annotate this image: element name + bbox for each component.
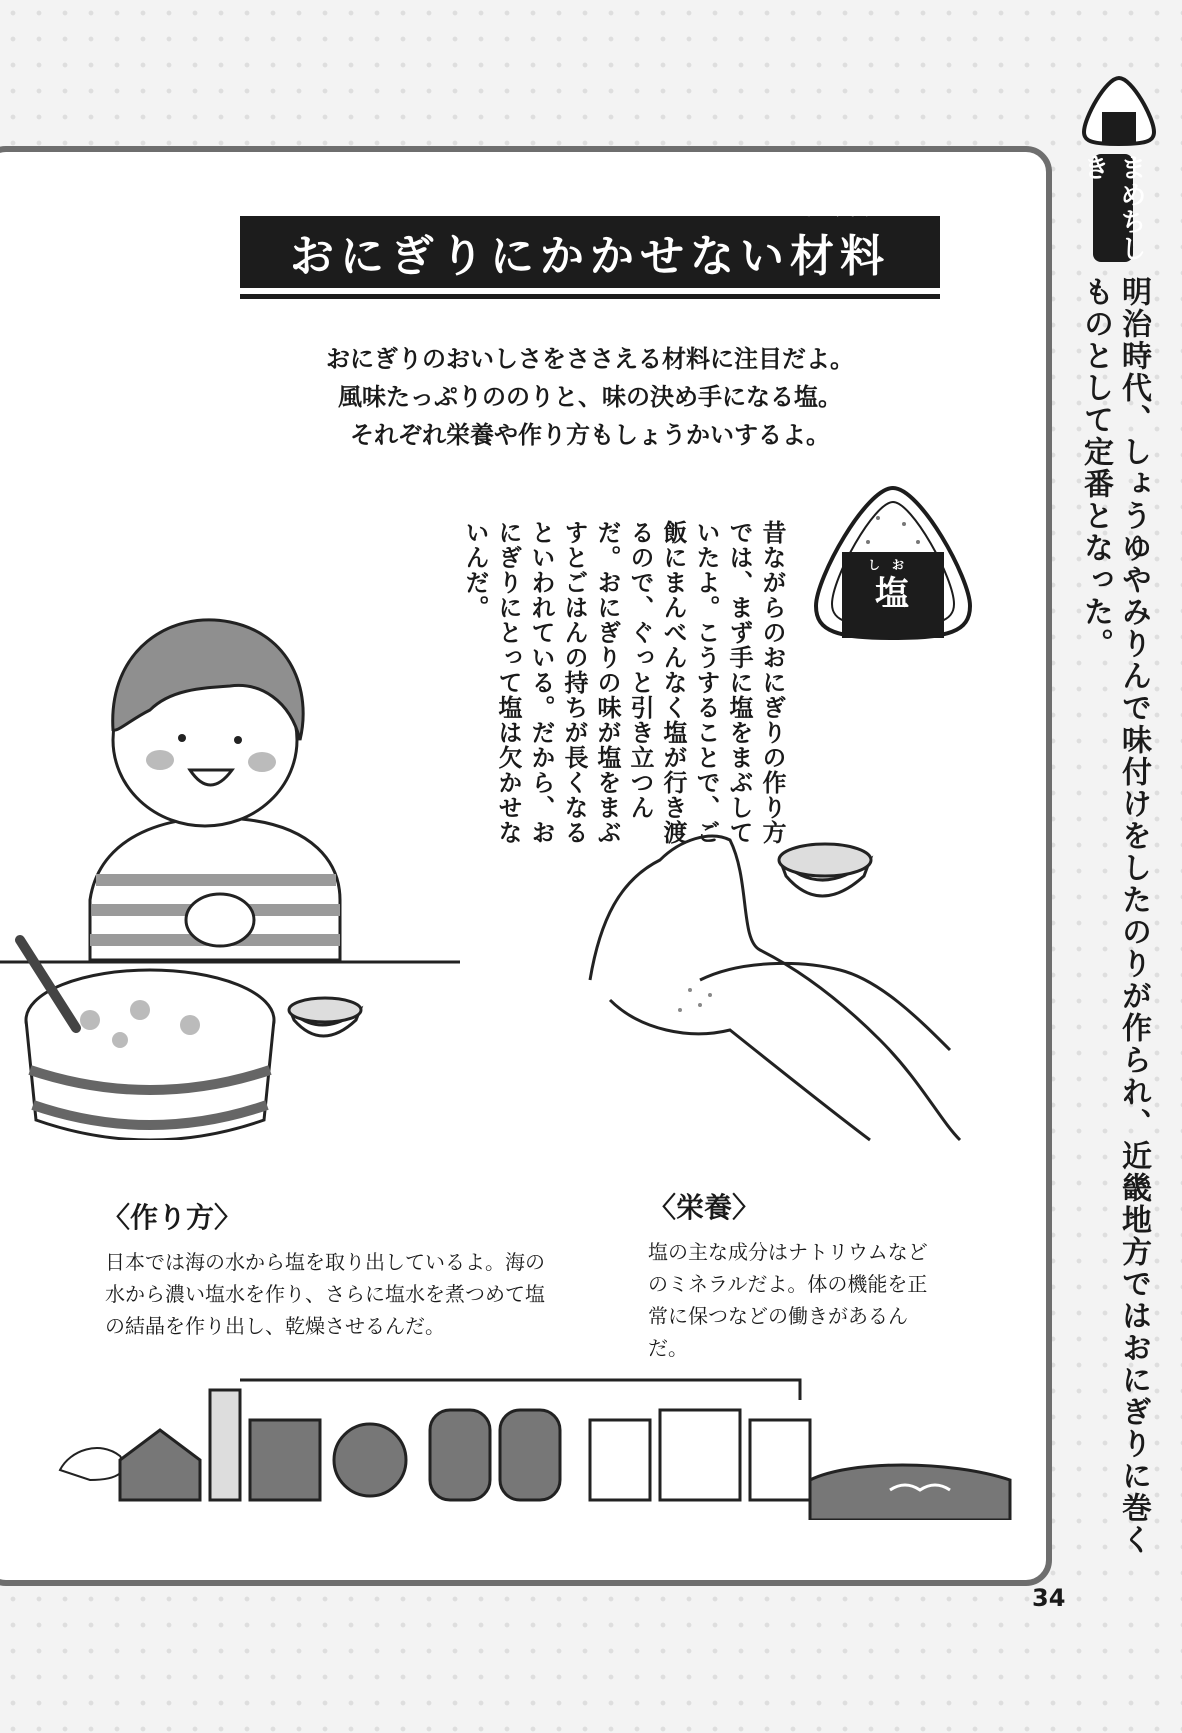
intro-line-1: おにぎりのおいしさをささえる材料に注目だよ。 (326, 345, 854, 373)
column-text: 昔ながらのおにぎりの作り方では、まず手に塩をまぶしていたよ。こうすることで、ご飯にまんべんなく塩が行き渡るので、ぐっと引き立つんだ。おにぎりの味が塩をまぶすとごはんの持ちが長くなるといわれている。だから、おにぎりにとって塩は欠かせないんだ。 (461, 520, 786, 845)
making-text: 日本では海の水から塩を取り出しているよ。海の水から濃い塩水を作り、さらに塩水を煮つめて塩の結晶を作り出し、乾燥させるんだ。 (105, 1250, 545, 1338)
page-number: 34 (1032, 1584, 1066, 1612)
hands-with-salt-illustration (580, 820, 1000, 1150)
child-making-onigiri-illustration (0, 600, 480, 1140)
title-word (790, 204, 890, 284)
title-prefix: おにぎりにかかせない (290, 231, 790, 282)
onigiri-corner-icon (1080, 74, 1158, 148)
nutrition-text: 塩の主な成分はナトリウムなどのミネラルだよ。体の機能を正常に保つなどの働きがあるんだ。 (648, 1240, 928, 1360)
title-word-text: 材料 (790, 231, 890, 282)
salt-label-reading: しお (867, 558, 916, 572)
salt-label: 塩 (875, 574, 909, 614)
intro-line-3: それぞれ栄養や作り方もしょうかいするよ。 (350, 421, 830, 449)
page-title (240, 204, 940, 288)
side-trivia-text: 明治時代、しょうゆやみりんで味付けをしたのりが作られ、近畿地方ではおにぎりに巻くものとして定番となった。 (1078, 276, 1151, 1556)
salt-factory-illustration (50, 1340, 1030, 1520)
nutrition-heading: 〈栄養〉 (648, 1191, 761, 1224)
mamechishiki-tab: まめちしき (1079, 154, 1146, 262)
making-heading: 〈作り方〉 (102, 1201, 243, 1234)
title-underline (240, 294, 940, 299)
intro-text (250, 340, 930, 454)
intro-line-2: 風味たっぷりののりと、味の決め手になる塩。 (338, 383, 842, 411)
title-word-reading: ざいりょう (802, 204, 878, 219)
